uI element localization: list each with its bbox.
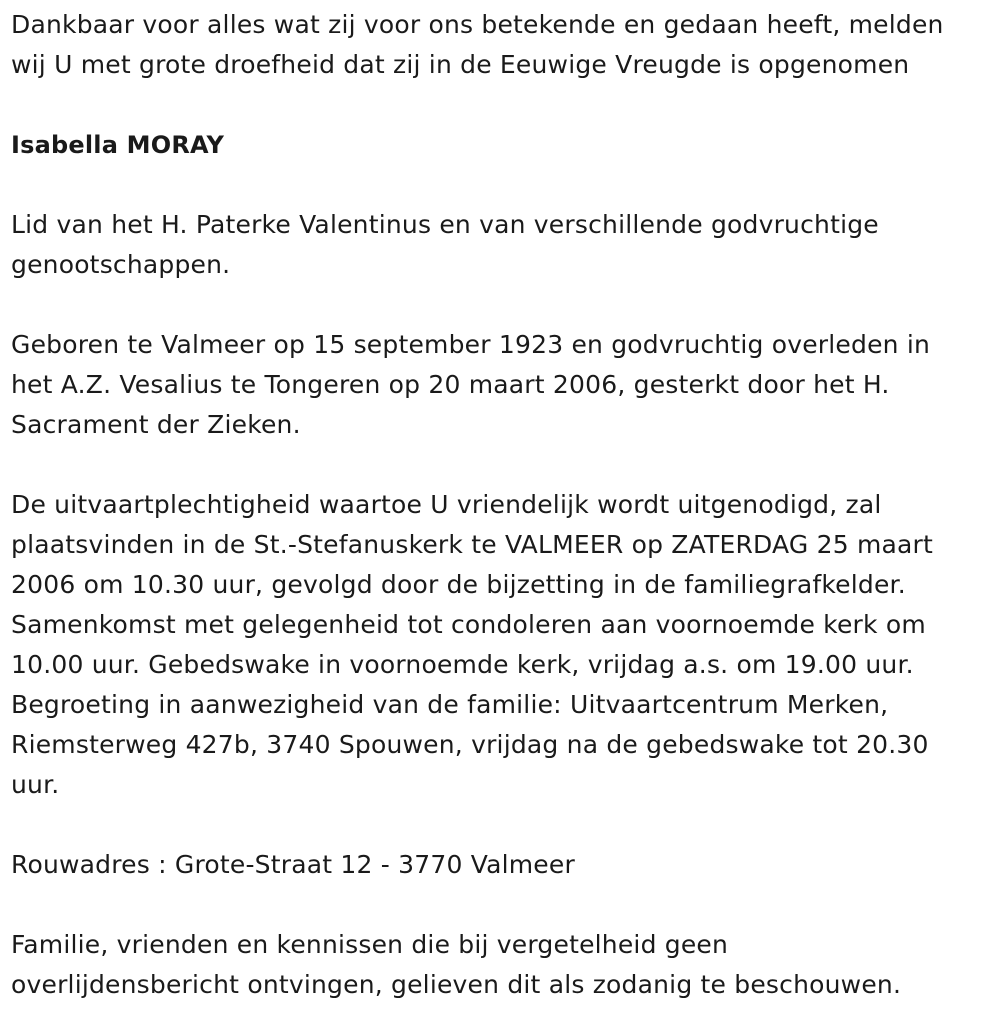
birth-death-paragraph: [11, 325, 991, 445]
closing-line-2: overlijdensbericht ontvingen, gelieven dit als zodanig te beschouwen.: [11, 970, 902, 999]
deceased-name-paragraph: [11, 125, 991, 165]
mourning-address: Rouwadres : Grote-Straat 12 - 3770 Valmeer: [11, 850, 575, 879]
intro-line-1: Dankbaar voor alles wat zij voor ons betekende en gedaan heeft, melden: [11, 10, 944, 39]
funeral-line-6: Begroeting in aanwezigheid van de familie: Uitvaartcentrum Merken,: [11, 690, 889, 719]
funeral-line-7: Riemsterweg 427b, 3740 Spouwen, vrijdag na de gebedswake tot 20.30: [11, 730, 929, 759]
membership-line-1: Lid van het H. Paterke Valentinus en van verschillende godvruchtige: [11, 210, 879, 239]
birth-death-line-3: Sacrament der Zieken.: [11, 410, 301, 439]
funeral-paragraph: [11, 485, 991, 805]
funeral-line-4: Samenkomst met gelegenheid tot condoleren aan voornoemde kerk om: [11, 610, 926, 639]
intro-paragraph: [11, 5, 991, 85]
membership-paragraph: [11, 205, 991, 285]
closing-line-1: Familie, vrienden en kennissen die bij vergetelheid geen: [11, 930, 729, 959]
deceased-name: Isabella MORAY: [11, 131, 225, 159]
birth-death-line-2: het A.Z. Vesalius te Tongeren op 20 maart 2006, gesterkt door het H.: [11, 370, 890, 399]
membership-line-2: genootschappen.: [11, 250, 231, 279]
funeral-line-8: uur.: [11, 770, 60, 799]
funeral-line-1: De uitvaartplechtigheid waartoe U vriendelijk wordt uitgenodigd, zal: [11, 490, 882, 519]
funeral-line-5: 10.00 uur. Gebedswake in voornoemde kerk, vrijdag a.s. om 19.00 uur.: [11, 650, 914, 679]
funeral-line-3: 2006 om 10.30 uur, gevolgd door de bijzetting in de familiegrafkelder.: [11, 570, 906, 599]
funeral-line-2: plaatsvinden in de St.-Stefanuskerk te VALMEER op ZATERDAG 25 maart: [11, 530, 934, 559]
death-notice: [11, 5, 991, 1005]
intro-line-2: wij U met grote droefheid dat zij in de Eeuwige Vreugde is opgenomen: [11, 50, 910, 79]
closing-paragraph: [11, 925, 991, 1005]
birth-death-line-1: Geboren te Valmeer op 15 september 1923 en godvruchtig overleden in: [11, 330, 931, 359]
address-paragraph: [11, 845, 991, 885]
